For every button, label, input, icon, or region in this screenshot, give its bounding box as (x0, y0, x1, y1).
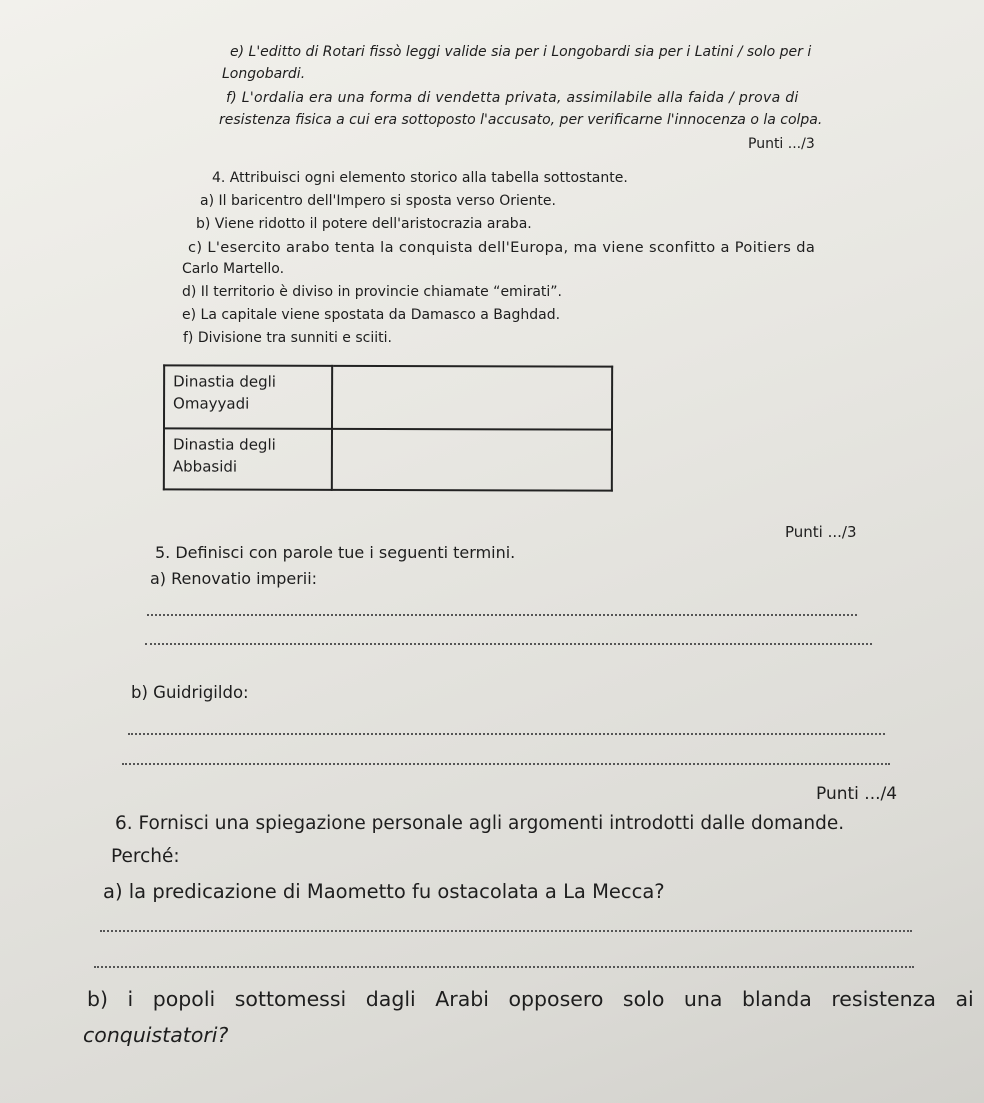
item-f-continuation: resistenza fisica a cui era sottoposto l'accusato, per verificarne l'innocenza o la colpa. (219, 112, 823, 128)
answer-cell-abbasidi[interactable] (332, 429, 612, 491)
item-e-continuation: Longobardi. (222, 66, 306, 82)
q6-question-b: b) i popoli sottomessi dagli Arabi opposero solo una blanda resistenza ai (87, 987, 974, 1011)
q4-item-c-continuation: Carlo Martello. (182, 261, 285, 277)
q6-subtitle: Perché: (111, 846, 180, 867)
q5-term-b: b) Guidrigildo: (131, 683, 249, 702)
q5-term-a: a) Renovatio imperii: (150, 569, 318, 588)
q4-title: 4. Attribuisci ogni elemento storico alla tabella sottostante. (212, 170, 628, 186)
q6-question-b-continuation: conquistatori? (83, 1023, 229, 1047)
q4-item-f: f) Divisione tra sunniti e sciiti. (183, 330, 392, 346)
q6-question-a: a) la predicazione di Maometto fu ostacolata a La Mecca? (103, 880, 665, 903)
answer-line-6a2[interactable] (94, 966, 914, 968)
label-omayyadi: Dinastia degli Omayyadi (173, 372, 277, 413)
dynasty-table (163, 364, 613, 491)
score-top: Punti .../3 (748, 136, 815, 152)
label-abbasidi: Dinastia degli Abbasidi (172, 435, 276, 476)
q4-item-b: b) Viene ridotto il potere dell'aristocrazia araba. (196, 216, 532, 232)
answer-line-b1[interactable] (128, 733, 885, 735)
answer-line-a2[interactable] (145, 643, 872, 645)
answer-line-b2[interactable] (122, 763, 890, 765)
answer-cell-omayyadi[interactable] (332, 366, 612, 430)
q5-title: 5. Definisci con parole tue i seguenti termini. (155, 543, 516, 562)
answer-line-a1[interactable] (147, 614, 857, 616)
table-cell-omayyadi (164, 365, 332, 428)
item-e-text: e) L'editto di Rotari fissò leggi valide sia per i Longobardi sia per i Latini / solo per i (230, 44, 812, 60)
table-cell-abbasidi (164, 428, 332, 489)
q4-item-c: c) L'esercito arabo tenta la conquista dell'Europa, ma viene sconfitto a Poitiers da (188, 239, 816, 256)
q4-item-d: d) Il territorio è diviso in provincie chiamate “emirati”. (182, 284, 562, 300)
q6-title: 6. Fornisci una spiegazione personale agli argomenti introdotti dalle domande. (115, 813, 845, 834)
score-q4: Punti .../3 (785, 523, 857, 541)
answer-line-6a1[interactable] (100, 930, 912, 932)
item-f-text: f) L'ordalia era una forma di vendetta privata, assimilabile alla faida / prova di (226, 90, 799, 106)
q4-item-e: e) La capitale viene spostata da Damasco a Baghdad. (182, 307, 561, 323)
score-q5: Punti .../4 (816, 784, 898, 804)
q4-item-a: a) Il baricentro dell'Impero si sposta verso Oriente. (200, 193, 556, 209)
